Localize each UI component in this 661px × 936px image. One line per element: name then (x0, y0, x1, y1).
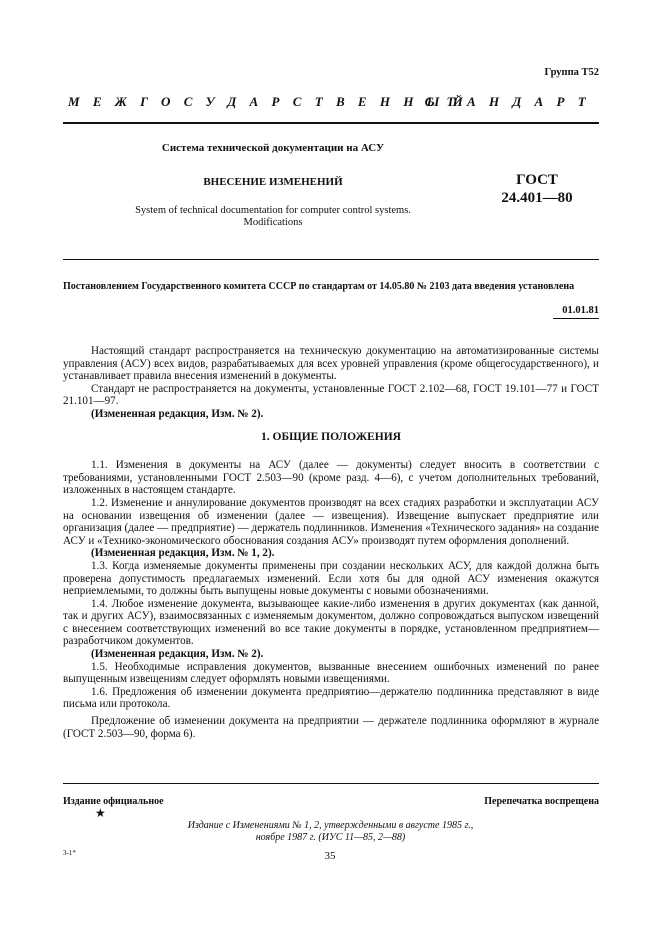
reprint-prohibited: Перепечатка воспрещена (484, 796, 599, 807)
english-title (100, 205, 446, 229)
clause-1-6: 1.6. Предложения об изменении документа предприятию—держателю подлинника представляют в виде письма или протокола. (63, 685, 599, 711)
document-body (63, 345, 599, 740)
section-heading: 1. ОБЩИЕ ПОЛОЖЕНИЯ (261, 430, 401, 443)
clause-1-5: 1.5. Необходимые исправления документов, вызванные внесением ошибочных изменений по ранее выпущенным извещениям следует оформлять новыми извещениями. (63, 660, 599, 686)
intro-paragraph: Стандарт не распространяется на документы, установленные ГОСТ 2.102—68, ГОСТ 19.101—77 и ГОСТ 21.101—97. (63, 382, 599, 408)
banner-standard: СТАНДАРТ (424, 94, 599, 109)
decree-text: Постановлением Государственного комитета СССР по стандартам от 14.05.80 № 2103 дата введения установлена (63, 281, 575, 292)
header-rule (63, 122, 599, 124)
print-code: 3-1* (63, 849, 76, 857)
clause-1-1: 1.1. Изменения в документы на АСУ (далее — документы) следует вносить в соответствии с требованиями, установленными ГОСТ 2.503—90 (кроме разд. 4—6), с учетом дополнительных требований, изложенных в настоящем стандарте. (63, 459, 599, 497)
clause-1-6-continued: Предложение об изменении документа на предприятии — держателе подлинника оформляют в журнале (ГОСТ 2.503—90, форма 6). (63, 715, 599, 740)
date-underline (553, 318, 599, 319)
revision-note: (Измененная редакция, Изм. № 1, 2). (91, 547, 275, 560)
star-icon: ★ (95, 806, 106, 820)
system-title: Система технической документации на АСУ (161, 142, 385, 154)
title-rule (63, 259, 599, 260)
gost-code: 24.401—80 (501, 190, 573, 206)
revision-note: (Измененная редакция, Изм. № 2). (91, 648, 264, 661)
gost-number (472, 171, 602, 207)
introduction-date: 01.01.81 (562, 305, 599, 316)
document-title: ВНЕСЕНИЕ ИЗМЕНЕНИЙ (203, 176, 343, 188)
gost-label: ГОСТ (516, 172, 558, 188)
group-code: Группа Т52 (544, 67, 599, 78)
clause-1-3: 1.3. Когда изменяемые документы применены при создании нескольких АСУ, для каждой должна быть проверена допустимость предлагаемых изменений. Если хотя бы для одной АСУ изменения окажутся неприемлемыми, то должны быть выпущены новые документы с новыми обозначениями. (63, 559, 599, 598)
clause-1-2: 1.2. Изменение и аннулирование документов производят на всех стадиях разработки и эксплуатации АСУ на основании извещения об изменении (далее — извещения). Извещение выпускает предприятие или организация (далее — предприятие) — держатель подлинников. Изменения «Технического задания» на создание АСУ и «Технико-экономического обоснования создания АСУ» производят путем оформления дополнений. (63, 496, 599, 547)
clause-1-4: 1.4. Любое изменение документа, вызывающее какие-либо изменения в других документах (как данной, так и других АСУ), взаимосвязанных с изменяемым документом, должно сопровождаться выпуском извещений с внесением соответствующих изменений во все такие документы в порядке, установленном предприятием—разработчиком документов. (63, 597, 599, 648)
revision-note: (Измененная редакция, Изм. № 2). (91, 407, 264, 420)
amendments-note (120, 820, 541, 844)
footer-rule (63, 783, 599, 784)
amendments-note-line2: ноябре 1987 г. (ИУС 11—85, 2—88) (255, 832, 406, 843)
banner-interstate: МЕЖГОСУДАРСТВЕННЫЙ (68, 94, 477, 109)
english-title-line1: System of technical documentation for computer control systems. (135, 205, 411, 216)
page-number: 35 (324, 850, 336, 862)
official-edition: Издание официальное (63, 796, 164, 807)
english-title-line2: Modifications (243, 217, 303, 228)
amendments-note-line1: Издание с Изменениями № 1, 2, утвержденными в августе 1985 г., (187, 820, 474, 831)
intro-paragraph: Настоящий стандарт распространяется на техническую документацию на автоматизированные системы управления (АСУ) всех видов, разрабатываемых для всех уровней управления (кроме общегосударственного), и устанавливает правила внесения изменений в документы. (63, 345, 599, 383)
